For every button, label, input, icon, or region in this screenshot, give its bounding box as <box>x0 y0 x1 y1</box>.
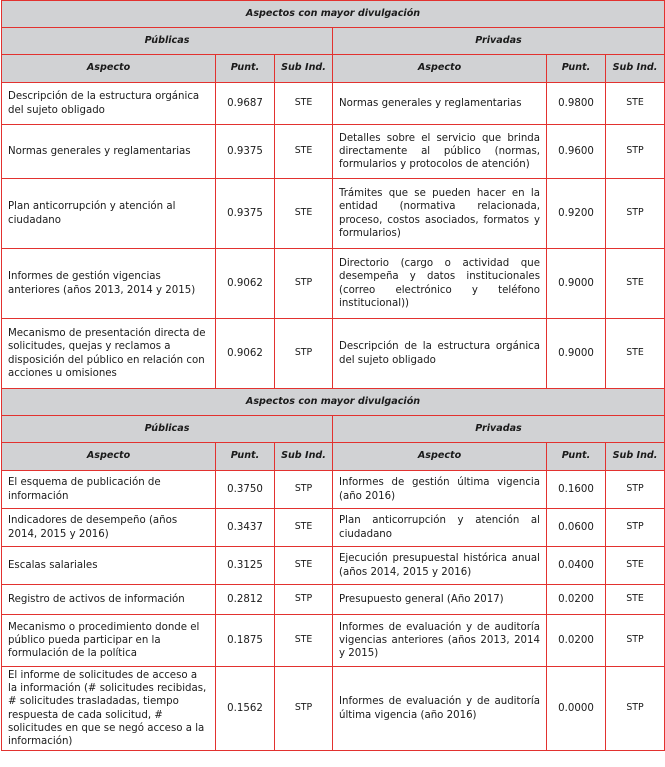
section-title: Aspectos con mayor divulgación <box>2 1 665 28</box>
table-row <box>2 547 665 585</box>
publica-subind: STE <box>275 547 333 585</box>
privada-subind: STP <box>606 615 665 667</box>
table-row <box>2 83 665 125</box>
table-row <box>2 249 665 319</box>
privada-punt: 0.0200 <box>547 585 606 615</box>
publicas-header: Públicas <box>2 416 333 443</box>
privada-aspecto: Directorio (cargo o actividad que desempeña y datos institucionales (correo electrónico y teléfono institucional)) <box>333 249 547 319</box>
table-row <box>2 319 665 389</box>
publica-subind: STE <box>275 615 333 667</box>
publica-subind: STP <box>275 249 333 319</box>
column-header-subind: Sub Ind. <box>275 55 333 83</box>
privada-punt: 0.9000 <box>547 249 606 319</box>
privada-subind: STP <box>606 509 665 547</box>
table-row <box>2 125 665 179</box>
privada-aspecto: Trámites que se pueden hacer en la entidad (normativa relacionada, proceso, costos asociados, formatos y formularios) <box>333 179 547 249</box>
privada-subind: STP <box>606 125 665 179</box>
table-row <box>2 471 665 509</box>
privada-punt: 0.0600 <box>547 509 606 547</box>
publica-aspecto: Plan anticorrupción y atención al ciudadano <box>2 179 216 249</box>
privada-aspecto: Informes de gestión última vigencia (año 2016) <box>333 471 547 509</box>
publica-aspecto: Descripción de la estructura orgánica del sujeto obligado <box>2 83 216 125</box>
publica-subind: STE <box>275 509 333 547</box>
publica-punt: 0.9062 <box>216 319 275 389</box>
privada-subind: STP <box>606 667 665 751</box>
column-header-subind: Sub Ind. <box>606 443 665 471</box>
privada-aspecto: Ejecución presupuestal histórica anual (años 2014, 2015 y 2016) <box>333 547 547 585</box>
privada-aspecto: Detalles sobre el servicio que brinda directamente al público (normas, formularios y protocolos de atención) <box>333 125 547 179</box>
privada-punt: 0.0000 <box>547 667 606 751</box>
publica-punt: 0.9375 <box>216 179 275 249</box>
privada-aspecto: Informes de evaluación y de auditoría vigencias anteriores (años 2013, 2014 y 2015) <box>333 615 547 667</box>
table-row <box>2 667 665 751</box>
privada-aspecto: Presupuesto general (Año 2017) <box>333 585 547 615</box>
privada-punt: 0.9600 <box>547 125 606 179</box>
publica-punt: 0.9062 <box>216 249 275 319</box>
column-header-punt: Punt. <box>216 443 275 471</box>
table-row <box>2 615 665 667</box>
column-header-aspecto: Aspecto <box>333 443 547 471</box>
column-header-punt: Punt. <box>547 55 606 83</box>
privada-subind: STP <box>606 179 665 249</box>
column-header-subind: Sub Ind. <box>606 55 665 83</box>
publica-punt: 0.9687 <box>216 83 275 125</box>
privada-aspecto: Normas generales y reglamentarias <box>333 83 547 125</box>
publica-aspecto: Registro de activos de información <box>2 585 216 615</box>
publica-punt: 0.3750 <box>216 471 275 509</box>
publica-subind: STP <box>275 471 333 509</box>
privadas-header: Privadas <box>333 416 665 443</box>
publica-subind: STP <box>275 319 333 389</box>
column-header-punt: Punt. <box>547 443 606 471</box>
privada-punt: 0.0200 <box>547 615 606 667</box>
privada-subind: STE <box>606 319 665 389</box>
section-title: Aspectos con mayor divulgación <box>2 389 665 416</box>
publica-punt: 0.3437 <box>216 509 275 547</box>
column-header-subind: Sub Ind. <box>275 443 333 471</box>
publica-aspecto: Indicadores de desempeño (años 2014, 2015 y 2016) <box>2 509 216 547</box>
publica-punt: 0.1875 <box>216 615 275 667</box>
privada-punt: 0.0400 <box>547 547 606 585</box>
publica-aspecto: Normas generales y reglamentarias <box>2 125 216 179</box>
disclosure-table <box>1 0 665 751</box>
publica-subind: STE <box>275 179 333 249</box>
publica-aspecto: El informe de solicitudes de acceso a la información (# solicitudes recibidas, # solicitudes trasladadas, tiempo respuesta de cada solicitud, # solicitudes en que se negó acceso a la información) <box>2 667 216 751</box>
publica-punt: 0.1562 <box>216 667 275 751</box>
privada-subind: STP <box>606 471 665 509</box>
publica-aspecto: Mecanismo o procedimiento donde el público pueda participar en la formulación de la política <box>2 615 216 667</box>
privada-aspecto: Plan anticorrupción y atención al ciudadano <box>333 509 547 547</box>
column-header-aspecto: Aspecto <box>2 443 216 471</box>
privada-punt: 0.9000 <box>547 319 606 389</box>
privada-subind: STE <box>606 83 665 125</box>
publica-punt: 0.9375 <box>216 125 275 179</box>
table-row <box>2 179 665 249</box>
privada-subind: STE <box>606 547 665 585</box>
publica-punt: 0.2812 <box>216 585 275 615</box>
privada-subind: STE <box>606 249 665 319</box>
publica-aspecto: Escalas salariales <box>2 547 216 585</box>
publica-subind: STE <box>275 125 333 179</box>
publicas-header: Públicas <box>2 28 333 55</box>
privada-punt: 0.9800 <box>547 83 606 125</box>
table-row <box>2 585 665 615</box>
privada-aspecto: Informes de evaluación y de auditoría última vigencia (año 2016) <box>333 667 547 751</box>
privada-punt: 0.1600 <box>547 471 606 509</box>
publica-aspecto: Mecanismo de presentación directa de solicitudes, quejas y reclamos a disposición del público en relación con acciones u omisiones <box>2 319 216 389</box>
publica-subind: STP <box>275 585 333 615</box>
privada-subind: STE <box>606 585 665 615</box>
privada-punt: 0.9200 <box>547 179 606 249</box>
publica-aspecto: Informes de gestión vigencias anteriores (años 2013, 2014 y 2015) <box>2 249 216 319</box>
table-row <box>2 509 665 547</box>
publica-punt: 0.3125 <box>216 547 275 585</box>
privada-aspecto: Descripción de la estructura orgánica del sujeto obligado <box>333 319 547 389</box>
publica-subind: STE <box>275 83 333 125</box>
publica-subind: STP <box>275 667 333 751</box>
column-header-aspecto: Aspecto <box>333 55 547 83</box>
publica-aspecto: El esquema de publicación de información <box>2 471 216 509</box>
privadas-header: Privadas <box>333 28 665 55</box>
column-header-aspecto: Aspecto <box>2 55 216 83</box>
column-header-punt: Punt. <box>216 55 275 83</box>
